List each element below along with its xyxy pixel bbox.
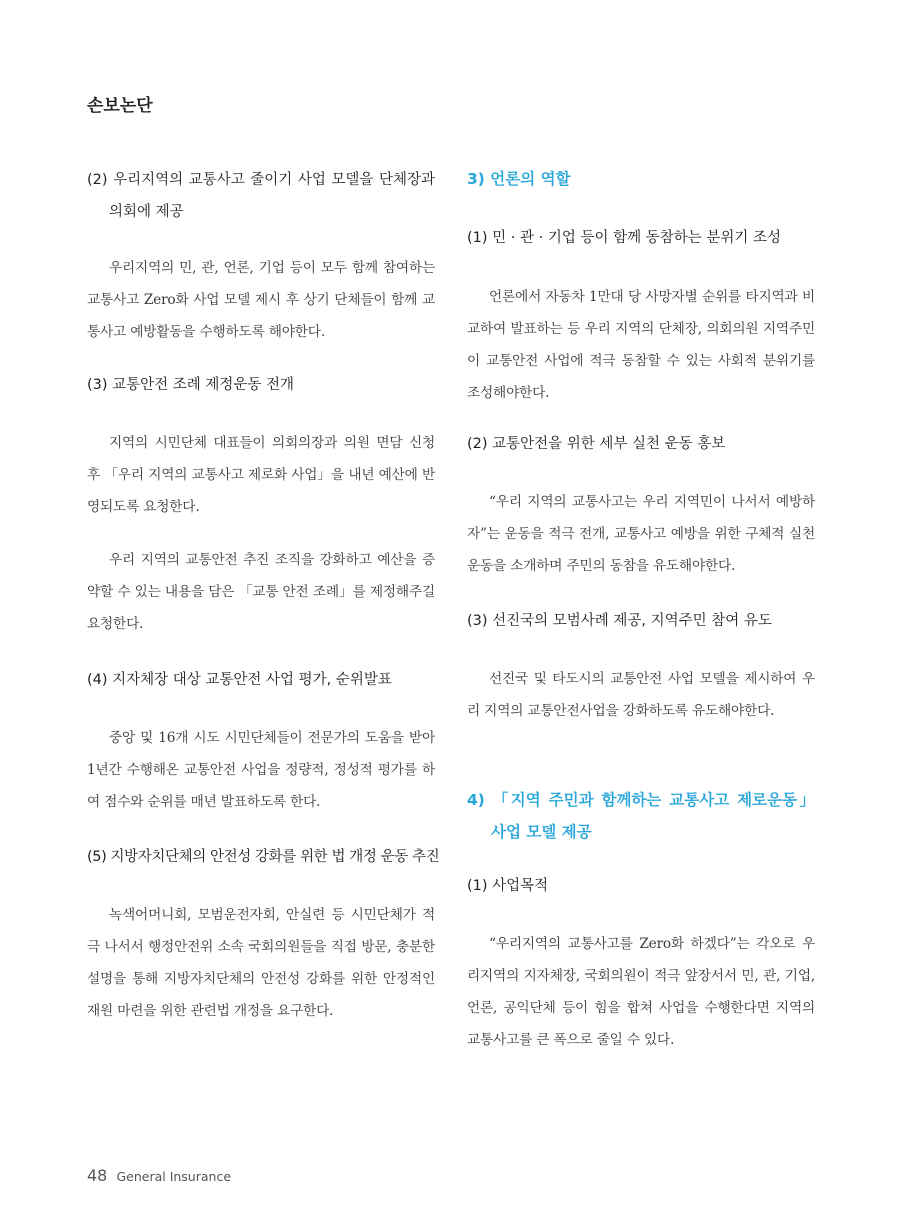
subheading-2-right: (2) 교통안전을 위한 세부 실천 운동 홍보	[467, 436, 726, 452]
page-number: 48	[87, 1166, 108, 1185]
heading-3-media-role: 3) 언론의 역할	[467, 170, 571, 188]
subheading-5-left: (5) 지방자치단체의 안전성 강화를 위한 법 개정 운동 추진	[87, 849, 440, 865]
paragraph-1-left: 우리지역의 민, 관, 언론, 기업 등이 모두 함께 참여하는 교통사고 Zero화 사업 모델 제시 후 상기 단체들이 함께 교통사고 예방활동을 수행하도록 해야한다.	[87, 260, 435, 340]
paragraph-3-right: 선진국 및 타도시의 교통안전 사업 모델을 제시하여 우리 지역의 교통안전사업을 강화하도록 유도해야한다.	[467, 671, 815, 719]
publication-name: General Insurance	[116, 1169, 232, 1184]
subheading-3-right: (3) 선진국의 모범사례 제공, 지역주민 참여 유도	[467, 613, 772, 629]
section-label: 손보논단	[87, 96, 153, 116]
paragraph-4-left: 중앙 및 16개 시도 시민단체들이 전문가의 도움을 받아 1년간 수행해온 교통안전 사업을 정량적, 정성적 평가를 하여 점수와 순위를 매년 발표하도록 한다.	[87, 730, 435, 810]
subheading-4-right: (1) 사업목적	[467, 878, 549, 894]
subheading-3-left: (3) 교통안전 조례 제정운동 전개	[87, 377, 295, 393]
paragraph-4-right: “우리지역의 교통사고를 Zero화 하겠다”는 각오로 우리지역의 지자체장, 국회의원이 적극 앞장서서 민, 관, 기업, 언론, 공익단체 등이 힘을 합쳐 사업을 수행한다면 지역의 교통사고를 큰 폭으로 줄일 수 있다.	[467, 936, 815, 1048]
subheading-2-left: (2) 우리지역의 교통사고 줄이기 사업 모델을 단체장과 의회에 제공	[87, 172, 435, 220]
paragraph-2-left: 지역의 시민단체 대표들이 의회의장과 의원 면담 신청 후 「우리 지역의 교통사고 제로화 사업」을 내년 예산에 반영되도록 요청한다.	[87, 435, 435, 515]
page-footer	[87, 1166, 231, 1185]
paragraph-1-right: 언론에서 자동차 1만대 당 사망자별 순위를 타지역과 비교하여 발표하는 등 우리 지역의 단체장, 의회의원 지역주민이 교통안전 사업에 적극 동참할 수 있는 사회적 분위기를 조성해야한다.	[467, 289, 815, 401]
subheading-1-right: (1) 민 · 관 · 기업 등이 함께 동참하는 분위기 조성	[467, 230, 781, 246]
heading-4-business-model: 4) 「지역 주민과 함께하는 교통사고 제로운동」 사업 모델 제공	[467, 791, 815, 841]
subheading-4-left: (4) 지자체장 대상 교통안전 사업 평가, 순위발표	[87, 672, 392, 688]
paragraph-5-left: 녹색어머니회, 모범운전자회, 안실련 등 시민단체가 적극 나서서 행정안전위 소속 국회의원들을 직접 방문, 충분한 설명을 통해 지방자치단체의 안전성 강화를 위한 안정적인 재원 마련을 위한 관련법 개정을 요구한다.	[87, 907, 435, 1019]
paragraph-2-right: “우리 지역의 교통사고는 우리 지역민이 나서서 예방하자”는 운동을 적극 전개, 교통사고 예방을 위한 구체적 실천운동을 소개하며 주민의 동참을 유도해야한다.	[467, 494, 815, 574]
paragraph-3-left: 우리 지역의 교통안전 추진 조직을 강화하고 예산을 증약할 수 있는 내용을 담은 「교통 안전 조례」를 제정해주길 요청한다.	[87, 552, 435, 632]
